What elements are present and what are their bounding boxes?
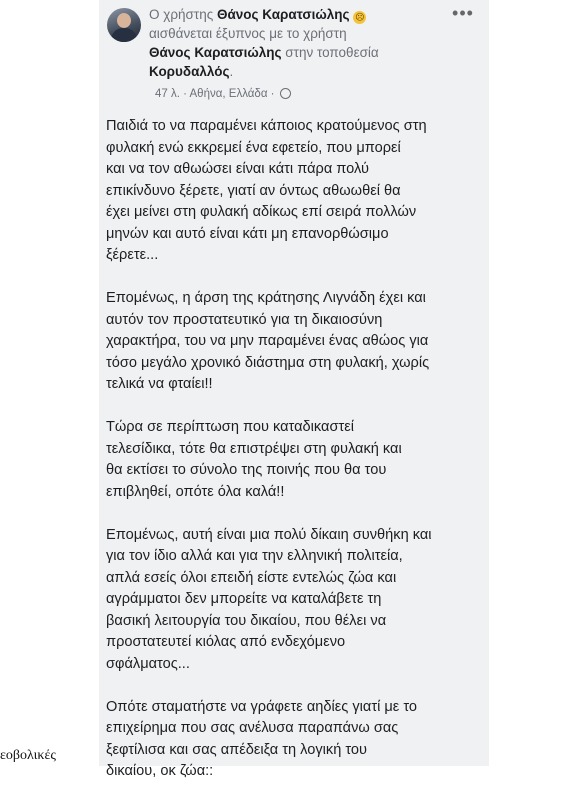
more-options-icon[interactable]: ••• (452, 3, 474, 23)
text-line: χαρακτήρα, του να μην παραμένει ένας αθώος για (106, 333, 429, 349)
post-paragraph-1 (106, 116, 486, 267)
text-line: τελεσίδικα, τότε θα επιστρέψει στη φυλακή και (106, 440, 402, 457)
post-meta (155, 88, 291, 100)
post-paragraph-3 (106, 417, 486, 503)
text-line: φυλακή ενώ εκκρεμεί ένα εφετείο, που μπορεί (106, 139, 401, 156)
text-line: αγράμματοι δεν μπορείτε να καταλάβετε τη (106, 591, 382, 607)
avatar-body-shape (111, 28, 137, 42)
text-line: ξεφτίλισα και σας απέδειξα τη λογική του (106, 741, 368, 758)
cut-off-article-text: εοβολικές (0, 748, 56, 763)
facebook-post-screenshot (99, 0, 489, 779)
text-line: θα εκτίσει το σύνολο της ποινής που θα του (106, 462, 387, 478)
post-paragraph-5 (106, 697, 486, 783)
text-line: Επομένως, η άρση της κράτησης Λιγνάδη έχει και (106, 290, 426, 306)
avatar-head-shape (117, 13, 131, 28)
text-line: προστατευτεί κιόλας από ενδεχόμενο (106, 634, 346, 650)
location-prefix: στην τοποθεσία (285, 45, 379, 60)
text-line: σφάλματος... (106, 655, 190, 672)
text-line: αυτόν τον προστατευτικό για τη δικαιοσύνη (106, 311, 383, 328)
location-link[interactable]: Κορυδαλλός (149, 64, 230, 79)
post-paragraph-4 (106, 525, 486, 676)
text-line: επικίνδυνο ξέρετε, γιατί αν όντως αθωωθεί θα (106, 182, 401, 199)
text-line: βασική λειτουργία του δικαίου, που θέλει να (106, 612, 387, 629)
text-line: δικαίου, οκ ζώα:: (106, 763, 214, 779)
tagged-user-link[interactable]: Θάνος Καρατσιώλης (149, 45, 282, 60)
text-line: τελικά να φταίει!! (106, 376, 213, 392)
text-line: και να τον αθωώσει είναι κάτι πάρα πολύ (106, 161, 369, 177)
text-line: απλά εσείς όλοι επειδή είστε εντελώς ζώα και (106, 569, 397, 586)
text-line: μηνών και αυτό είναι κάτι μη επανορθώσιμο (106, 225, 389, 242)
text-line: επιβληθεί, οπότε όλα καλά!! (106, 483, 285, 500)
post-body (106, 116, 486, 804)
sleepy-face-emoji-icon: ☹ (355, 12, 365, 22)
post-header-text (149, 5, 439, 81)
post-header (99, 0, 489, 112)
text-line: Οπότε σταματήστε να γράφετε αηδίες γιατί με το (106, 698, 418, 715)
feeling-text: αισθάνεται έξυπνος με το χρήστη (149, 26, 347, 41)
author-avatar[interactable] (107, 8, 141, 42)
author-name-link[interactable]: Θάνος Καρατσιώλης (216, 7, 350, 22)
text-line: επιχείρημα που σας ανέλυσα παραπάνω σας (106, 720, 399, 736)
location-suffix: . (229, 64, 234, 79)
globe-icon (280, 88, 291, 99)
text-line: τόσο μεγάλο χρονικό διάστημα στη φυλακή, χωρίς (106, 354, 430, 371)
text-line: Τώρα σε περίπτωση που καταδικαστεί (106, 419, 354, 435)
text-line: Επομένως, αυτή είναι μια πολύ δίκαιη συνθήκη και (106, 526, 432, 543)
text-line: έχει μείνει στη φυλακή αδίκως επί σειρά πολλών (106, 204, 417, 220)
text-line: Παιδιά το να παραμένει κάποιος κρατούμενος στη (106, 118, 427, 134)
header-prefix: Ο χρήστης (149, 7, 214, 22)
post-time-place[interactable]: 47 λ. · Αθήνα, Ελλάδα · (155, 88, 275, 100)
text-line: ξέρετε... (106, 247, 159, 263)
text-line: για τον ίδιο αλλά και για την ελληνική πολιτεία, (106, 548, 403, 564)
post-paragraph-2 (106, 288, 486, 396)
